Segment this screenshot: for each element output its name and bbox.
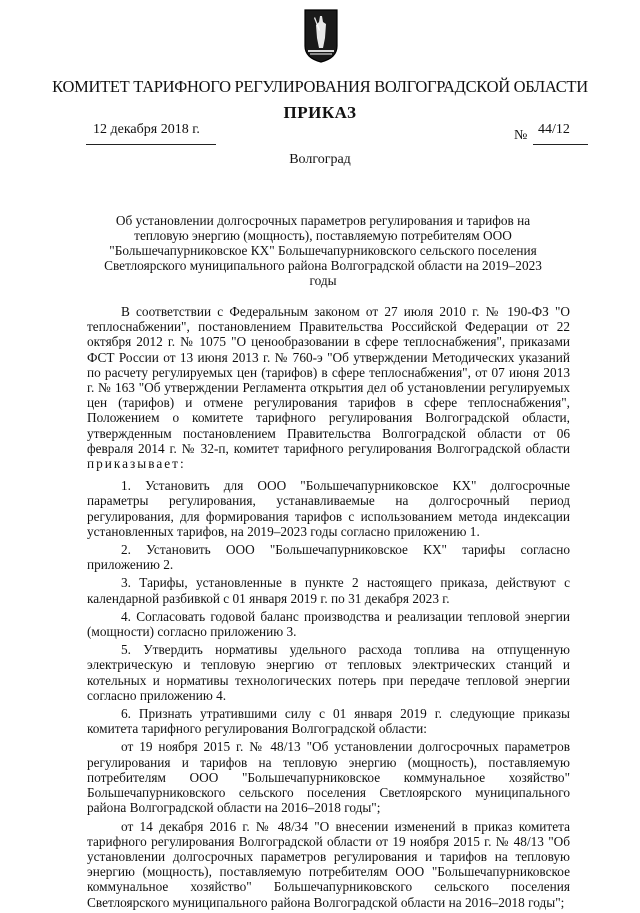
repealed-order-1: от 19 ноября 2015 г. № 48/13 "Об установлении долгосрочных параметров регулирования и тарифов на тепловую энергию (мощность), поставляемую потребителям ООО "Большечапурниковское коммунальное хозяйство" Большечапурниковского сельского поселения Светлоярского муниципального района Волгоградской области на 2016–2018 годы";: [87, 739, 570, 816]
volgograd-coat-of-arms-icon: [303, 8, 339, 64]
order-item-3: 3. Тарифы, установленные в пункте 2 настоящего приказа, действуют с календарной разбивкой с 01 января 2019 г. по 31 декабря 2023 г.: [87, 575, 570, 606]
order-item-1: 1. Установить для ООО "Большечапурниковское КХ" долгосрочные параметры регулирования, устанавливаемые на долгосрочный период регулирования, для формирования тарифов с использованием метода индексации установленных тарифов, на 2019–2023 годы согласно приложению 1.: [87, 478, 570, 539]
number-underline: [533, 144, 588, 145]
repealed-order-2: от 14 декабря 2016 г. № 48/34 "О внесении изменений в приказ комитета тарифного регулирования Волгоградской области от 19 ноября 2015 г. № 48/13 "Об установлении долгосрочных параметров регулирования и тарифов на тепловую энергию (мощность), поставляемую потребителям ООО "Большечапурниковское коммунальное хозяйство" Большечапурниковского сельского поселения Светлоярского муниципального района Волгоградской области на 2016–2018 годы";: [87, 818, 570, 910]
document-body: [87, 304, 570, 913]
order-item-4: 4. Согласовать годовой баланс производства и реализации тепловой энергии (мощности) согласно приложению 3.: [87, 608, 570, 640]
preamble-text: В соответствии с Федеральным законом от 27 июля 2010 г. № 190-ФЗ "О теплоснабжении", постановлением Правительства Российской Федерации от 22 октября 2012 г. № 1075 "О ценообразовании в сфере теплоснабжения", приказами ФСТ России от 13 июня 2013 г. № 760-э "Об утверждении Методических указаний по расчету регулируемых цен (тарифов) в сфере теплоснабжения", от 07 июня 2013 г. № 163 "Об утверждении Регламента открытия дел об установлении регулируемых цен (тарифов) и отмене регулирования тарифов в сфере теплоснабжения", Положением о комитете тарифного регулирования Волгоградской области, утвержденным постановлением Правительства Волгоградской области от 06 февраля 2014 г. № 32-п, комитет тарифного регулирования Волгоградской области: [87, 304, 570, 456]
document-type-title: ПРИКАЗ: [283, 103, 357, 122]
document-date: 12 декабря 2018 г.: [93, 122, 200, 137]
document-subject: Об установлении долгосрочных параметров регулирования и тарифов на тепловую энергию (мощность), поставляемую потребителям ООО "Большечапурниковское КХ" Большечапурниковского сельского поселения Светлоярского муниципального района Волгоградской области на 2019–2023 годы: [104, 213, 542, 288]
city-name: Волгоград: [289, 152, 351, 167]
number-sign: №: [514, 128, 528, 143]
order-item-5: 5. Утвердить нормативы удельного расхода топлива на отпущенную электрическую и тепловую энергию от тепловых электрических станций и котельных и нормативы технологических потерь при передаче тепловой энергии согласно приложению 4.: [87, 642, 570, 703]
preamble-paragraph: [87, 304, 570, 471]
document-number: 44/12: [538, 122, 570, 137]
organization-name: КОМИТЕТ ТАРИФНОГО РЕГУЛИРОВАНИЯ ВОЛГОГРАДСКОЙ ОБЛАСТИ: [52, 77, 588, 96]
order-item-6: 6. Признать утратившими силу с 01 января 2019 г. следующие приказы комитета тарифного регулирования Волгоградской области:: [87, 706, 570, 737]
order-item-2: 2. Установить ООО "Большечапурниковское КХ" тарифы согласно приложению 2.: [87, 542, 570, 573]
orders-word: приказывает:: [87, 456, 186, 472]
date-underline: [86, 144, 216, 145]
